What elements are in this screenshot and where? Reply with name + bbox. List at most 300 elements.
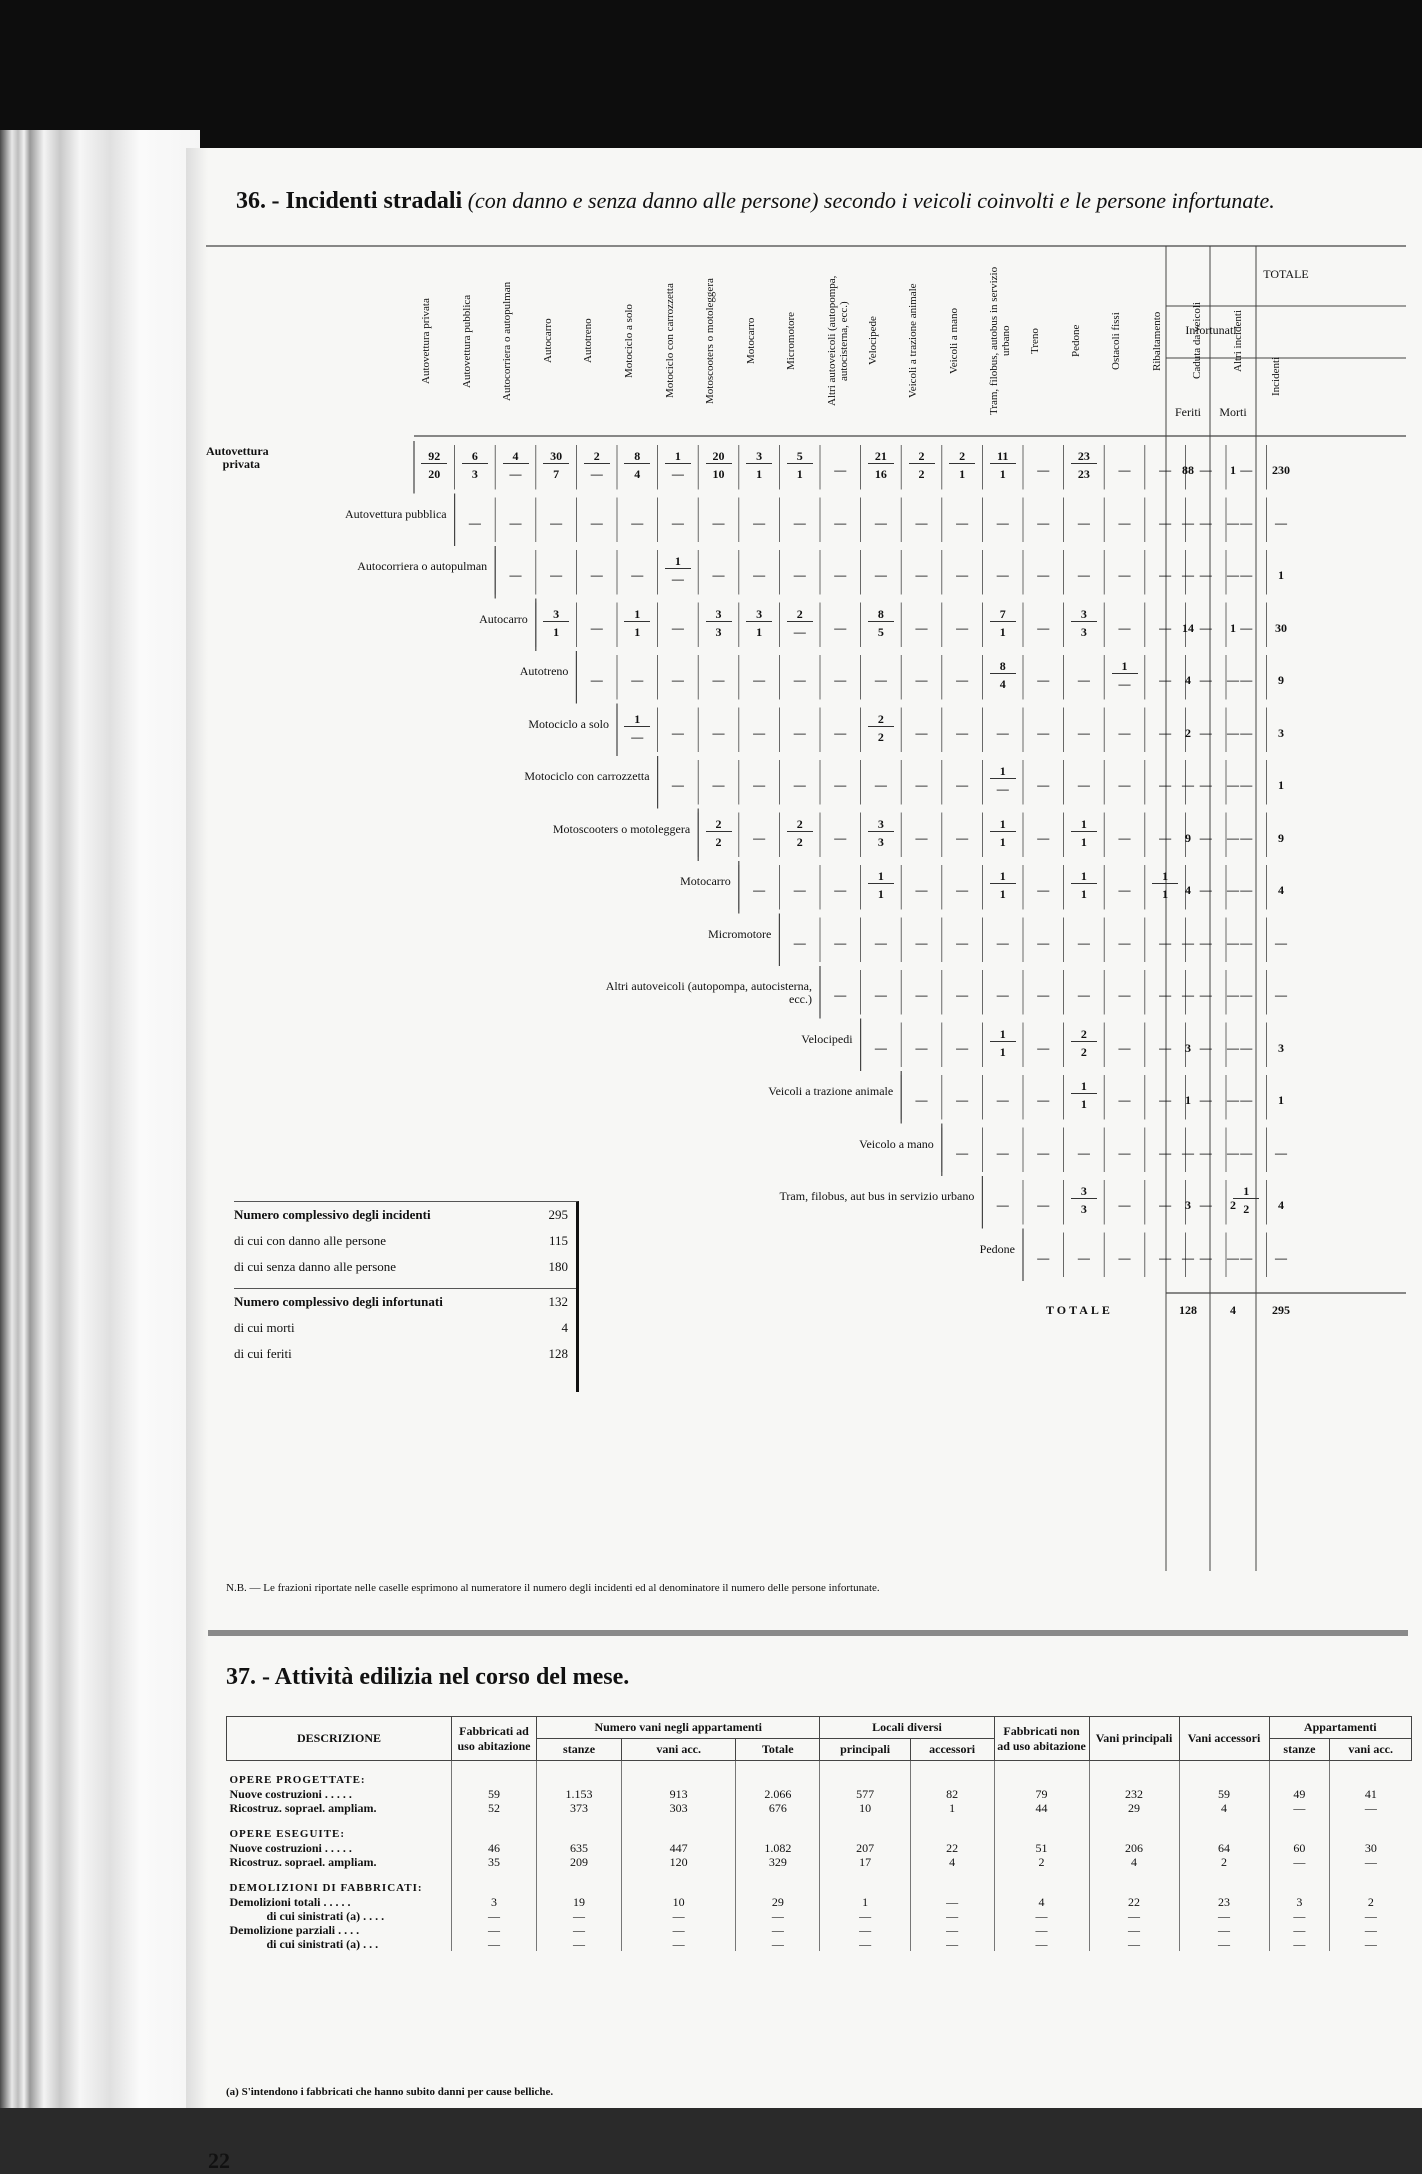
table-cell	[1061, 449, 1107, 481]
table-cell: 303	[622, 1801, 736, 1815]
cell-denominator: 3	[1080, 624, 1087, 639]
table-cell: 1.082	[736, 1841, 820, 1855]
row-total: 4	[1278, 1198, 1284, 1212]
table-cell: —	[874, 935, 887, 950]
row-total: —	[1227, 778, 1239, 792]
table-cell: 4	[994, 1895, 1089, 1909]
table-cell: —	[996, 1198, 1009, 1212]
row-total: 1	[1278, 1093, 1284, 1107]
table-cell: 4	[910, 1855, 994, 1869]
table-cell: 232	[1089, 1787, 1179, 1801]
table-cell: —	[1037, 1250, 1050, 1265]
cell-numerator: 1	[624, 712, 650, 727]
cell-denominator: 1	[756, 467, 763, 481]
empty-cell	[820, 1869, 910, 1895]
cell-denominator: —	[631, 729, 644, 744]
table-cell: —	[753, 515, 766, 530]
table-cell	[736, 449, 782, 481]
summary-row	[234, 1315, 576, 1341]
row-total: 3	[1185, 1198, 1191, 1212]
table-cell: —	[820, 1909, 910, 1923]
row-label: Velocipedi	[801, 1031, 853, 1046]
table-cell: 49	[1269, 1787, 1330, 1801]
summary-value: 132	[548, 1294, 568, 1309]
table-cell: 82	[910, 1787, 994, 1801]
table-cell: —	[736, 1937, 820, 1951]
table-cell: —	[1240, 988, 1253, 1002]
table-cell: 209	[537, 1855, 622, 1869]
empty-cell	[622, 1815, 736, 1841]
cell-numerator: 30	[543, 449, 569, 464]
summary-label: di cui senza danno alle persone	[234, 1259, 397, 1274]
empty-cell	[1089, 1761, 1179, 1788]
row-total: —	[1182, 568, 1194, 582]
cell-denominator: —	[590, 467, 603, 481]
table-cell: 206	[1089, 1841, 1179, 1855]
table-cell: —	[1159, 778, 1172, 792]
table-cell: —	[1118, 725, 1131, 740]
column-header: Motoscooters o motoleggera	[704, 278, 717, 404]
table-cell: 10	[622, 1895, 736, 1909]
table-cell: —	[452, 1923, 537, 1937]
cell-denominator: 4	[634, 467, 641, 481]
table-cell: —	[1118, 568, 1131, 582]
table-cell: 51	[994, 1841, 1089, 1855]
table-cell: —	[753, 830, 766, 845]
row-description: Demolizioni totali . . . . .	[229, 1895, 351, 1909]
table-cell: —	[996, 515, 1009, 530]
cell-denominator: 3	[877, 834, 884, 849]
table-cell	[696, 607, 742, 639]
table-cell: —	[915, 1040, 928, 1055]
row-total: —	[1227, 1040, 1239, 1055]
table-cell: 22	[1089, 1895, 1179, 1909]
table-cell: —	[1199, 1198, 1212, 1212]
table-cell: —	[1118, 778, 1131, 792]
table-cell	[614, 607, 660, 639]
header-locali-diversi: Locali diversi	[820, 1717, 994, 1739]
table-cell: —	[1037, 725, 1050, 740]
cell-denominator: 1	[796, 467, 803, 481]
row-total: —	[1182, 1145, 1194, 1160]
infortunati-header: Infortunati	[1185, 323, 1237, 337]
row-total: —	[1227, 1145, 1239, 1160]
row-total: —	[1227, 883, 1239, 897]
table-cell: —	[1269, 1909, 1330, 1923]
cell-denominator: 16	[874, 467, 887, 481]
table-cell: —	[1159, 725, 1172, 740]
row-total: —	[1227, 935, 1239, 950]
table-cell: 1	[910, 1801, 994, 1815]
table-cell	[1061, 607, 1107, 639]
column-header: Motociclo a solo	[623, 304, 635, 378]
cell-numerator: 21	[868, 449, 894, 464]
table-cell: —	[834, 725, 847, 740]
column-header: Motocarro	[744, 317, 757, 365]
row-total: —	[1227, 515, 1239, 530]
row-label: Veicoli a trazione animale	[768, 1084, 894, 1098]
empty-cell	[1179, 1815, 1269, 1841]
table-cell: —	[1199, 935, 1212, 950]
header-accessori: accessori	[910, 1739, 994, 1761]
table-cell: 59	[1179, 1787, 1269, 1801]
cell-denominator: 1	[999, 887, 1006, 901]
cell-numerator: 23	[1071, 449, 1097, 464]
summary-value: 180	[548, 1259, 568, 1274]
cell-numerator: 1	[868, 869, 894, 884]
table-cell: —	[468, 515, 481, 530]
table-cell: 635	[537, 1841, 622, 1855]
table-cell	[533, 607, 579, 639]
cell-numerator: 3	[706, 607, 732, 622]
table-cell	[980, 449, 1026, 481]
cell-numerator: 3	[1071, 607, 1097, 622]
row-total: —	[1227, 725, 1239, 740]
table-row	[227, 1787, 1412, 1801]
empty-cell	[537, 1869, 622, 1895]
table-cell	[858, 607, 904, 639]
table-cell: —	[1077, 725, 1090, 740]
table-cell	[1061, 869, 1107, 901]
table-cell	[858, 817, 904, 849]
table-cell	[696, 817, 742, 849]
table-cell: —	[1179, 1937, 1269, 1951]
table-cell: —	[1199, 620, 1212, 635]
table-cell: —	[1118, 883, 1131, 897]
row-total: 4	[1185, 883, 1191, 897]
row-total: 1	[1230, 620, 1236, 635]
section-title: DEMOLIZIONI DI FABBRICATI:	[229, 1882, 423, 1894]
cell-denominator: —	[1118, 677, 1131, 691]
table-cell: —	[1199, 515, 1212, 530]
table-cell: —	[834, 515, 847, 530]
table-cell: —	[1240, 725, 1253, 740]
table-37-footnote: (a) S'intendono i fabbricati che hanno subito danni per cause belliche.	[226, 2086, 554, 2098]
table-cell: —	[994, 1923, 1089, 1937]
table-cell: 17	[820, 1855, 910, 1869]
table-cell: —	[1199, 1145, 1212, 1160]
grand-total-value: 295	[1272, 1303, 1290, 1317]
cell-numerator: 5	[787, 449, 813, 464]
section-title: OPERE PROGETTATE:	[229, 1774, 366, 1786]
row-total: —	[1227, 568, 1239, 582]
table-cell: 373	[537, 1801, 622, 1815]
table-cell: —	[1199, 725, 1212, 740]
table-cell: —	[1159, 1250, 1172, 1265]
table-cell: —	[1159, 1040, 1172, 1055]
table-cell: —	[1240, 620, 1253, 635]
row-total: 2	[1185, 725, 1191, 740]
table-cell: 2	[1330, 1895, 1412, 1909]
empty-cell	[910, 1815, 994, 1841]
empty-cell	[1269, 1869, 1330, 1895]
table-cell: —	[915, 778, 928, 792]
table-cell: 2	[1179, 1855, 1269, 1869]
table-cell: —	[915, 620, 928, 635]
empty-cell	[537, 1815, 622, 1841]
table-cell: —	[1330, 1855, 1412, 1869]
empty-cell	[452, 1869, 537, 1895]
cell-numerator: 3	[868, 817, 894, 832]
table-cell: —	[1269, 1937, 1330, 1951]
table-cell: —	[1077, 1250, 1090, 1265]
column-header: Veicoli a trazione animale	[907, 283, 920, 399]
cell-denominator: 4	[999, 677, 1006, 691]
table-cell: —	[1118, 620, 1131, 635]
table-cell: —	[874, 778, 887, 792]
table-cell: —	[1240, 778, 1253, 792]
summary-value: 4	[561, 1320, 568, 1335]
table-cell: 64	[1179, 1841, 1269, 1855]
summary-value: 115	[548, 1233, 568, 1248]
table-cell: —	[1159, 1145, 1172, 1160]
row-label: Autovettura privata	[206, 444, 269, 471]
morti-header: Morti	[1219, 405, 1247, 419]
grand-total-value: 4	[1230, 1303, 1236, 1317]
row-total: —	[1227, 673, 1239, 687]
table-cell: —	[956, 883, 969, 897]
table-cell: 30	[1330, 1841, 1412, 1855]
table-cell: —	[631, 515, 644, 530]
cell-numerator: 3	[746, 607, 772, 622]
summary-row	[234, 1254, 576, 1280]
table-cell: 329	[736, 1855, 820, 1869]
cell-numerator: 20	[706, 449, 732, 464]
table-cell	[858, 869, 904, 901]
table-cell: —	[1269, 1923, 1330, 1937]
row-total: 88	[1182, 463, 1194, 477]
empty-cell	[452, 1815, 537, 1841]
summary-value: 295	[548, 1207, 568, 1222]
table-cell: 46	[452, 1841, 537, 1855]
header-app-vani-acc: vani acc.	[1330, 1739, 1412, 1761]
table-cell: —	[1089, 1909, 1179, 1923]
summary-label: Numero complessivo degli incidenti	[234, 1207, 431, 1222]
table-cell: —	[631, 568, 644, 582]
row-total: —	[1275, 1145, 1287, 1160]
column-header: Altri incidenti	[1232, 310, 1244, 373]
table-cell: —	[834, 935, 847, 950]
row-total: 230	[1272, 463, 1290, 477]
summary-row	[234, 1288, 576, 1315]
table-cell: —	[1330, 1937, 1412, 1951]
cell-numerator: 1	[1071, 817, 1097, 832]
table-cell: —	[820, 1923, 910, 1937]
table-cell: —	[1199, 1093, 1212, 1107]
table-cell: —	[1118, 515, 1131, 530]
row-label: Motoscooters o motoleggera	[552, 821, 691, 836]
header-appartamenti: Appartamenti	[1269, 1717, 1411, 1739]
table-cell	[574, 449, 620, 481]
empty-cell	[1089, 1815, 1179, 1841]
table-cell: —	[915, 988, 928, 1002]
incidenti-header: Incidenti	[1270, 356, 1282, 396]
row-label: Autovettura pubblica	[344, 506, 447, 521]
table-cell: —	[1037, 1198, 1050, 1212]
empty-cell	[1330, 1815, 1412, 1841]
cell-denominator: 1	[999, 834, 1006, 849]
column-header: Treno	[1029, 328, 1041, 354]
table-cell: 913	[622, 1787, 736, 1801]
table-cell: 676	[736, 1801, 820, 1815]
empty-cell	[820, 1761, 910, 1788]
cell-numerator: 1	[990, 817, 1016, 832]
table-cell: —	[1199, 568, 1212, 582]
cell-denominator: 1	[959, 467, 966, 481]
table-cell: —	[1037, 883, 1050, 897]
table-cell: 1	[820, 1895, 910, 1909]
section-divider	[208, 1630, 1408, 1636]
table-cell: —	[631, 673, 644, 687]
table-cell	[1061, 817, 1107, 849]
table-cell: —	[915, 725, 928, 740]
table-cell: —	[1199, 463, 1212, 477]
table-cell	[655, 554, 701, 586]
table-cell: —	[1179, 1909, 1269, 1923]
table-cell: —	[1240, 1040, 1253, 1055]
table-cell: 23	[1179, 1895, 1269, 1909]
empty-cell	[910, 1761, 994, 1788]
table-cell: —	[956, 988, 969, 1002]
cell-numerator: 1	[1071, 1079, 1097, 1094]
table-cell: 44	[994, 1801, 1089, 1815]
header-descrizione: DESCRIZIONE	[227, 1717, 452, 1761]
scanner-dark-border	[0, 0, 1422, 150]
table-cell: —	[1199, 883, 1212, 897]
table-cell: —	[956, 673, 969, 687]
table-cell: —	[550, 568, 563, 582]
table-cell: —	[1118, 1250, 1131, 1265]
grand-total-label: TOTALE	[1046, 1303, 1113, 1317]
table-cell: —	[956, 725, 969, 740]
row-description: di cui sinistrati (a) . . . .	[266, 1909, 385, 1923]
table-cell: —	[1159, 830, 1172, 845]
table-cell: —	[956, 830, 969, 845]
cell-denominator: —	[671, 572, 684, 586]
grand-total-value: 128	[1179, 1303, 1197, 1317]
table-cell: —	[1118, 1145, 1131, 1160]
document-page	[186, 148, 1422, 2173]
table-cell: —	[1118, 463, 1131, 477]
empty-cell	[1269, 1815, 1330, 1841]
row-total: —	[1275, 515, 1287, 530]
table-cell: 120	[622, 1855, 736, 1869]
table-cell: —	[590, 620, 603, 635]
table-cell: —	[994, 1937, 1089, 1951]
header-numero-vani: Numero vani negli appartamenti	[537, 1717, 820, 1739]
empty-cell	[452, 1761, 537, 1788]
row-total: 1	[1185, 1093, 1191, 1107]
table-cell: 41	[1330, 1787, 1412, 1801]
table-cell: —	[1240, 883, 1253, 897]
row-label: Motociclo con carrozzetta	[524, 769, 650, 783]
table-cell: 22	[910, 1841, 994, 1855]
table-cell: —	[671, 725, 684, 740]
header-fabbricati-abitazione: Fabbricati ad uso abitazione	[452, 1717, 537, 1761]
table-cell: 29	[736, 1895, 820, 1909]
table-cell: —	[753, 568, 766, 582]
table-cell	[1102, 659, 1148, 691]
table-cell: —	[1037, 935, 1050, 950]
table-cell: —	[1159, 935, 1172, 950]
cell-denominator: —	[793, 624, 806, 639]
table-cell: 10	[820, 1801, 910, 1815]
table-cell: —	[550, 515, 563, 530]
empty-cell	[1179, 1761, 1269, 1788]
summary-label: Numero complessivo degli infortunati	[234, 1294, 443, 1309]
table-cell: —	[915, 515, 928, 530]
row-description: Ricostruz. soprael. ampliam.	[229, 1855, 377, 1869]
row-total: 14	[1182, 620, 1194, 635]
empty-cell	[910, 1869, 994, 1895]
summary-row	[234, 1202, 576, 1228]
table-cell: —	[793, 673, 806, 687]
table-cell	[858, 449, 904, 481]
row-description: Demolizione parziali . . . .	[229, 1923, 360, 1937]
table-cell: 79	[994, 1787, 1089, 1801]
table-cell: —	[915, 1093, 928, 1107]
table-cell	[939, 449, 985, 481]
row-total: 3	[1278, 1040, 1284, 1055]
table-cell	[411, 449, 457, 481]
column-header: Altri autoveicoli (autopompa, autocisterna, ecc.)	[826, 275, 850, 407]
table-cell: —	[874, 515, 887, 530]
header-fabbricati-non-abitazione: Fabbricati non ad uso abitazione	[994, 1717, 1089, 1761]
table-cell: —	[1179, 1923, 1269, 1937]
table-cell: —	[1077, 673, 1090, 687]
table-cell: —	[996, 725, 1009, 740]
table-cell: —	[1199, 1250, 1212, 1265]
row-total: —	[1182, 935, 1194, 950]
empty-cell	[994, 1869, 1089, 1895]
table-cell: —	[834, 883, 847, 897]
table-cell: —	[736, 1923, 820, 1937]
table-row	[227, 1909, 1412, 1923]
header-stanze: stanze	[537, 1739, 622, 1761]
summary-row	[234, 1228, 576, 1254]
table-cell	[899, 449, 945, 481]
table-cell: 4	[1089, 1855, 1179, 1869]
table-cell: —	[1077, 935, 1090, 950]
row-label: Motociclo a solo	[528, 716, 609, 731]
table-cell: —	[1037, 1040, 1050, 1055]
table-cell: —	[956, 568, 969, 582]
table-cell: —	[671, 673, 684, 687]
table-cell: —	[874, 988, 887, 1002]
accident-summary	[234, 1201, 579, 1392]
row-description: di cui sinistrati (a) . . .	[266, 1937, 379, 1951]
table-cell: —	[1240, 463, 1253, 477]
row-total: —	[1227, 1250, 1239, 1265]
table-cell: —	[509, 515, 522, 530]
table-cell: —	[1159, 568, 1172, 582]
table-cell: —	[1077, 1145, 1090, 1160]
table-cell: —	[793, 935, 806, 950]
row-label: Micromotore	[708, 926, 772, 941]
row-total: 1	[1278, 568, 1284, 582]
row-total: 1	[1230, 463, 1236, 477]
table-cell: —	[793, 515, 806, 530]
row-label: Veicolo a mano	[859, 1136, 934, 1151]
summary-label: di cui con danno alle persone	[234, 1233, 386, 1248]
totale-header: TOTALE	[1263, 267, 1309, 281]
row-label: Altri autoveicoli (autopompa, autocisterna, ecc.)	[605, 979, 812, 1006]
row-label: Autotreno	[519, 664, 569, 678]
table-row	[227, 1841, 1412, 1855]
table-cell	[736, 607, 782, 639]
table-cell: —	[537, 1909, 622, 1923]
table-cell: —	[1077, 515, 1090, 530]
